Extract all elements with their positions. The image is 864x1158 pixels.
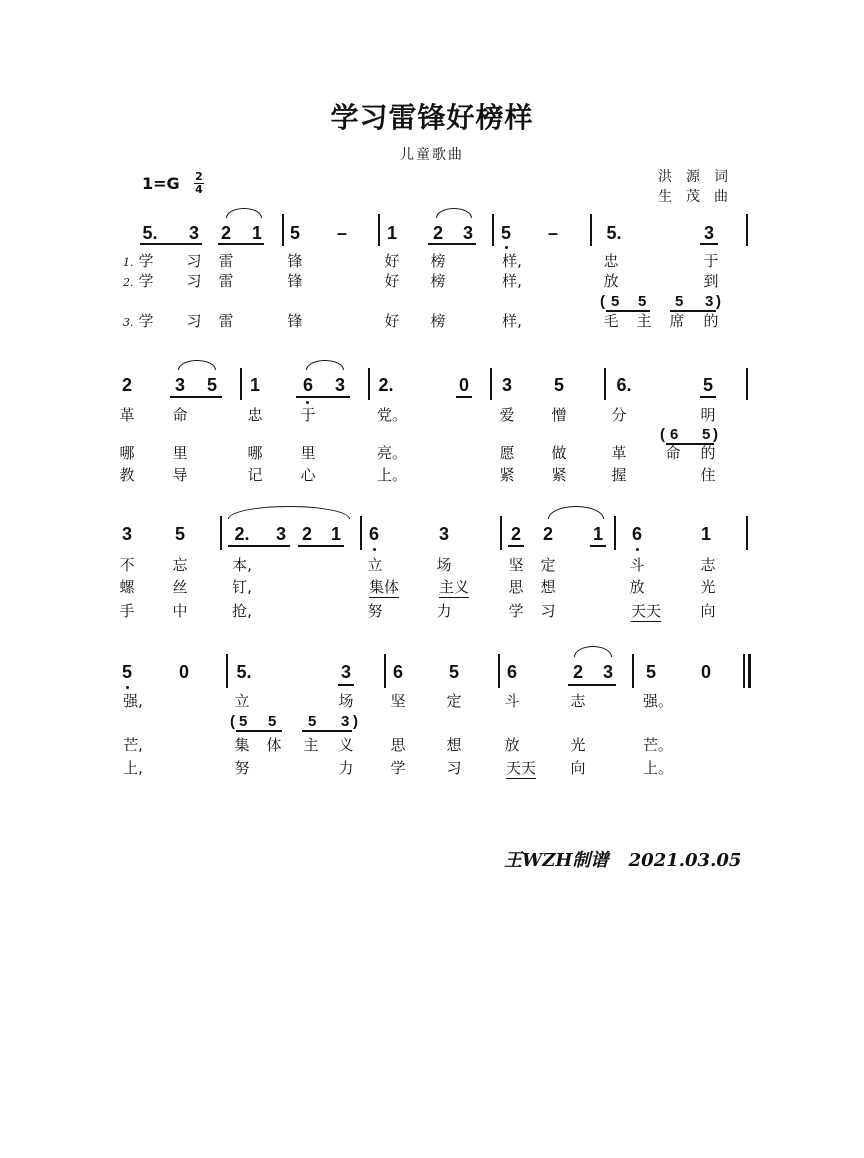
lyric: 教 xyxy=(119,466,135,484)
note: 5 xyxy=(121,662,133,682)
note: 1 xyxy=(330,524,342,544)
lyric: 学 xyxy=(138,252,154,270)
barline xyxy=(226,654,228,688)
variant-note: 6 xyxy=(670,426,679,443)
beam xyxy=(228,545,290,547)
note: 6 xyxy=(506,662,518,682)
lyric: 定 xyxy=(540,556,556,574)
song-genre: 儿童歌曲 xyxy=(400,147,464,163)
dash: – xyxy=(547,223,559,243)
lyric: 住 xyxy=(700,466,716,484)
barline xyxy=(240,368,242,400)
barline xyxy=(746,516,748,550)
lyric: 毛 xyxy=(603,312,619,330)
lyric: 习 xyxy=(540,602,556,620)
lyric: 场 xyxy=(436,556,452,574)
barline xyxy=(368,368,370,400)
barline xyxy=(220,516,222,550)
lyric: 锋 xyxy=(287,312,303,330)
lyric: 忠 xyxy=(247,406,263,424)
lyric: 哪 xyxy=(119,444,135,462)
note: 2 xyxy=(301,524,313,544)
octave-dot xyxy=(505,246,508,249)
slur xyxy=(178,360,216,370)
lyric: 分 xyxy=(611,406,627,424)
lyric: 忘 xyxy=(172,556,188,574)
slur xyxy=(306,360,344,370)
note: 5 xyxy=(500,223,512,243)
lyric: 习 xyxy=(186,272,202,290)
beam xyxy=(428,243,476,245)
octave-dot xyxy=(373,548,376,551)
lyric: 上, xyxy=(123,759,143,777)
song-title: 学习雷锋好榜样 xyxy=(330,101,534,134)
lyric: 好 xyxy=(384,252,400,270)
lyric: 爱 xyxy=(499,406,515,424)
lyric: 学 xyxy=(138,312,154,330)
barline xyxy=(500,516,502,550)
lyric: 钉, xyxy=(232,578,252,596)
note: 3 xyxy=(703,223,715,243)
lyric: 于 xyxy=(703,252,719,270)
lyric: 命 xyxy=(665,444,681,462)
lyric: 抢, xyxy=(232,602,252,620)
lyric: 革 xyxy=(119,406,135,424)
barline xyxy=(384,654,386,688)
lyric: 样, xyxy=(502,252,522,270)
note: 5 xyxy=(448,662,460,682)
lyric: 立 xyxy=(234,692,250,710)
lyric: 心 xyxy=(300,466,316,484)
lyric: 不 xyxy=(119,556,135,574)
lyric: 里 xyxy=(300,444,316,462)
lyric-grouped: 天天 xyxy=(630,602,662,620)
lyric: 力 xyxy=(436,602,452,620)
time-signature xyxy=(194,172,204,195)
lyric: 义 xyxy=(338,736,354,754)
note: 2 xyxy=(510,524,522,544)
lyric: 场 xyxy=(338,692,354,710)
note: 1 xyxy=(249,375,261,395)
octave-dot xyxy=(306,401,309,404)
barline xyxy=(614,516,616,550)
lyric: 导 xyxy=(172,466,188,484)
beam xyxy=(302,730,352,732)
lyric: 习 xyxy=(446,759,462,777)
lyric-grouped: 天天 xyxy=(505,759,537,777)
lyric: 努 xyxy=(234,759,250,777)
lyric: 亮。 xyxy=(376,444,408,462)
lyric: 芒。 xyxy=(642,736,674,754)
lyric: 习 xyxy=(186,312,202,330)
lyric: 努 xyxy=(367,602,383,620)
barline xyxy=(282,214,284,246)
lyric: 样, xyxy=(502,312,522,330)
beam xyxy=(236,730,282,732)
lyric: 雷 xyxy=(218,312,234,330)
beam xyxy=(298,545,344,547)
note: 5 xyxy=(289,223,301,243)
arranger-signature xyxy=(504,846,741,872)
verse-number: 3. xyxy=(123,316,134,329)
lyric: 党。 xyxy=(376,406,408,424)
lyric: 里 xyxy=(172,444,188,462)
slur xyxy=(228,506,350,519)
lyric: 斗 xyxy=(629,556,645,574)
variant-note: 3 xyxy=(705,293,714,310)
barline xyxy=(490,368,492,400)
lyric-grouped: 主义 xyxy=(438,578,470,596)
note: 5 xyxy=(553,375,565,395)
lyric: 芒, xyxy=(123,736,143,754)
note: 3 xyxy=(174,375,186,395)
verse-number: 2. xyxy=(123,276,134,289)
variant-paren-open: ( xyxy=(660,426,665,443)
dash: – xyxy=(336,223,348,243)
lyric: 志 xyxy=(570,692,586,710)
arranger-name: 王WZH制谱 xyxy=(504,850,609,871)
note: 3 xyxy=(438,524,450,544)
verse-number: 1. xyxy=(123,256,134,269)
lyric: 集 xyxy=(234,736,250,754)
lyric: 学 xyxy=(138,272,154,290)
composer-credit: 生茂曲 xyxy=(658,189,742,205)
note: 6 xyxy=(392,662,404,682)
beam xyxy=(700,396,716,398)
time-signature-bottom: 4 xyxy=(195,183,203,196)
lyric: 本, xyxy=(232,556,252,574)
note: 1 xyxy=(592,524,604,544)
lyric: 上。 xyxy=(376,466,408,484)
lyric: 席 xyxy=(669,312,685,330)
slur xyxy=(548,506,604,519)
lyric: 光 xyxy=(570,736,586,754)
lyric: 于 xyxy=(300,406,316,424)
slur xyxy=(574,646,612,657)
barline xyxy=(492,214,494,246)
note: 3 xyxy=(121,524,133,544)
barline xyxy=(498,654,500,688)
note: 1 xyxy=(386,223,398,243)
lyric: 榜 xyxy=(430,312,446,330)
lyric: 锋 xyxy=(287,252,303,270)
note: 2 xyxy=(432,223,444,243)
barline xyxy=(746,368,748,400)
barline xyxy=(590,214,592,246)
lyric: 榜 xyxy=(430,252,446,270)
lyric: 革 xyxy=(611,444,627,462)
beam xyxy=(296,396,350,398)
note: 6. xyxy=(616,375,632,395)
lyric: 雷 xyxy=(218,252,234,270)
lyric: 想 xyxy=(540,578,556,596)
lyric: 样, xyxy=(502,272,522,290)
beam xyxy=(700,243,718,245)
note: 3 xyxy=(188,223,200,243)
lyric: 哪 xyxy=(247,444,263,462)
note: 1 xyxy=(251,223,263,243)
lyric: 体 xyxy=(266,736,282,754)
beam xyxy=(170,396,222,398)
beam xyxy=(338,684,354,686)
note: 0 xyxy=(700,662,712,682)
lyric: 上。 xyxy=(642,759,674,777)
lyric: 忠 xyxy=(603,252,619,270)
lyric: 紧 xyxy=(499,466,515,484)
lyric: 丝 xyxy=(172,578,188,596)
lyric: 好 xyxy=(384,312,400,330)
final-barline xyxy=(748,654,751,688)
variant-paren-close: ) xyxy=(353,713,358,730)
note: 3 xyxy=(602,662,614,682)
barline xyxy=(632,654,634,688)
lyric: 向 xyxy=(570,759,586,777)
lyric: 立 xyxy=(367,556,383,574)
note: 3 xyxy=(340,662,352,682)
note: 6 xyxy=(631,524,643,544)
lyric: 握 xyxy=(611,466,627,484)
lyricist-credit: 洪源词 xyxy=(658,169,742,185)
lyric: 学 xyxy=(390,759,406,777)
lyric: 雷 xyxy=(218,272,234,290)
lyric: 斗 xyxy=(504,692,520,710)
note: 2. xyxy=(234,524,250,544)
lyric: 紧 xyxy=(551,466,567,484)
lyric: 强。 xyxy=(642,692,674,710)
note: 0 xyxy=(458,375,470,395)
note: 6 xyxy=(368,524,380,544)
lyric: 的 xyxy=(700,444,716,462)
note: 2 xyxy=(572,662,584,682)
lyric: 志 xyxy=(700,556,716,574)
variant-paren-close: ) xyxy=(716,293,721,310)
note: 5 xyxy=(206,375,218,395)
note: 5 xyxy=(702,375,714,395)
note: 5. xyxy=(606,223,622,243)
lyric: 光 xyxy=(700,578,716,596)
note: 2 xyxy=(121,375,133,395)
beam xyxy=(568,684,616,686)
barline xyxy=(743,654,745,688)
lyric: 向 xyxy=(700,602,716,620)
variant-paren-close: ) xyxy=(713,426,718,443)
note: 3 xyxy=(275,524,287,544)
lyric: 放 xyxy=(603,272,619,290)
note: 2 xyxy=(220,223,232,243)
variant-note: 5 xyxy=(675,293,684,310)
note: 3 xyxy=(501,375,513,395)
note: 1 xyxy=(700,524,712,544)
note: 3 xyxy=(334,375,346,395)
note: 3 xyxy=(462,223,474,243)
lyric: 好 xyxy=(384,272,400,290)
variant-paren-open: ( xyxy=(600,293,605,310)
lyric: 做 xyxy=(551,444,567,462)
key-signature: 1=G xyxy=(142,174,180,193)
variant-note: 3 xyxy=(341,713,350,730)
lyric: 放 xyxy=(629,578,645,596)
variant-paren-open: ( xyxy=(230,713,235,730)
barline xyxy=(746,214,748,246)
beam xyxy=(590,545,606,547)
lyric: 愿 xyxy=(499,444,515,462)
note: 2. xyxy=(378,375,394,395)
lyric: 螺 xyxy=(119,578,135,596)
barline xyxy=(378,214,380,246)
lyric: 锋 xyxy=(287,272,303,290)
note: 5 xyxy=(645,662,657,682)
lyric: 坚 xyxy=(508,556,524,574)
lyric: 力 xyxy=(338,759,354,777)
slur xyxy=(226,208,262,218)
lyric: 手 xyxy=(119,602,135,620)
lyric: 思 xyxy=(508,578,524,596)
lyric: 主 xyxy=(636,312,652,330)
beam xyxy=(456,396,472,398)
lyric: 中 xyxy=(172,602,188,620)
barline xyxy=(604,368,606,400)
note: 0 xyxy=(178,662,190,682)
lyric: 放 xyxy=(504,736,520,754)
octave-dot xyxy=(126,686,129,689)
lyric: 到 xyxy=(703,272,719,290)
lyric: 学 xyxy=(508,602,524,620)
note: 5. xyxy=(142,223,158,243)
beam xyxy=(218,243,264,245)
lyric: 思 xyxy=(390,736,406,754)
barline xyxy=(360,516,362,550)
lyric: 强, xyxy=(123,692,143,710)
note: 5 xyxy=(174,524,186,544)
slur xyxy=(436,208,472,218)
lyric: 命 xyxy=(172,406,188,424)
lyric: 主 xyxy=(303,736,319,754)
variant-note: 5 xyxy=(239,713,248,730)
variant-note: 5 xyxy=(268,713,277,730)
variant-note: 5 xyxy=(611,293,620,310)
variant-note: 5 xyxy=(638,293,647,310)
beam xyxy=(140,243,202,245)
variant-note: 5 xyxy=(308,713,317,730)
lyric: 憎 xyxy=(551,406,567,424)
note: 6 xyxy=(302,375,314,395)
arrangement-date: 2021.03.05 xyxy=(628,850,742,871)
lyric: 榜 xyxy=(430,272,446,290)
variant-note: 5 xyxy=(702,426,711,443)
time-signature-top: 2 xyxy=(195,170,203,183)
note: 2 xyxy=(542,524,554,544)
lyric: 定 xyxy=(446,692,462,710)
lyric-grouped: 集体 xyxy=(368,578,400,596)
note: 5. xyxy=(236,662,252,682)
lyric: 想 xyxy=(446,736,462,754)
lyric: 的 xyxy=(703,312,719,330)
beam xyxy=(508,545,524,547)
lyric: 明 xyxy=(700,406,716,424)
lyric: 记 xyxy=(247,466,263,484)
lyric: 习 xyxy=(186,252,202,270)
octave-dot xyxy=(636,548,639,551)
lyric: 坚 xyxy=(390,692,406,710)
